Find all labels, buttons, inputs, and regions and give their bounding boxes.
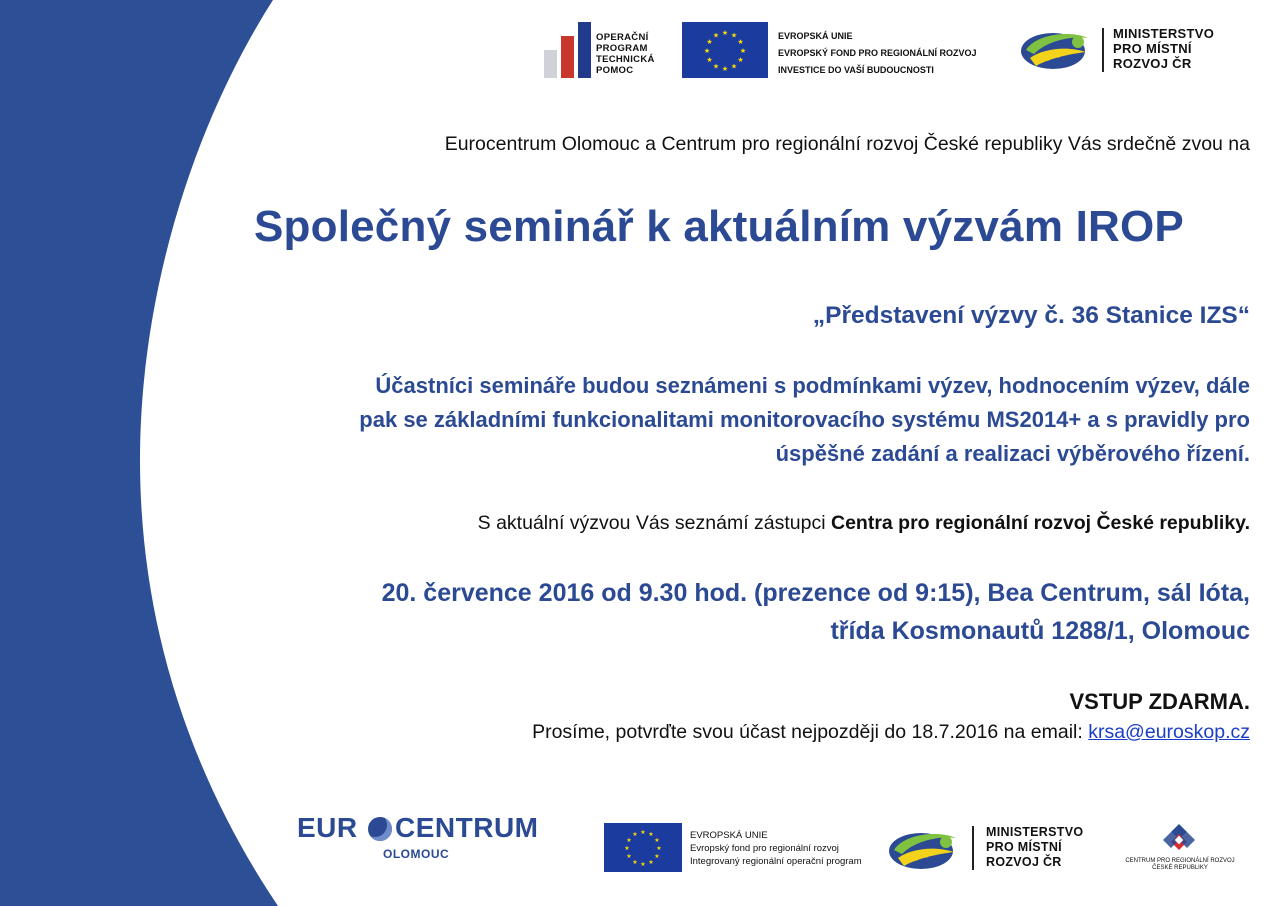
email-link[interactable]: krsa@euroskop.cz <box>1088 721 1250 743</box>
eu-footer-line: Evropský fond pro regionální rozvoj <box>690 843 839 854</box>
optp-line: OPERAČNÍ <box>596 32 649 43</box>
date-venue <box>382 574 1250 650</box>
svg-text:★: ★ <box>703 47 711 55</box>
svg-text:★: ★ <box>626 837 632 844</box>
eu-footer-line: EVROPSKÁ UNIE <box>690 830 768 841</box>
presenters-line <box>478 512 1250 535</box>
optp-line: TECHNICKÁ <box>596 54 655 65</box>
svg-text:★: ★ <box>632 831 638 838</box>
rsvp-text: Prosíme, potvrďte svou účast nejpozději do 18.7.2016 na email: <box>532 721 1089 743</box>
svg-text:★: ★ <box>712 31 720 40</box>
date-venue-line: 20. července 2016 od 9.30 hod. (prezence od 9:15), Bea Centrum, sál Ióta, <box>381 579 1250 607</box>
mmr-logo-icon <box>1020 28 1092 72</box>
svg-text:★: ★ <box>737 38 744 46</box>
svg-text:★: ★ <box>654 853 660 860</box>
page-title: Společný seminář k aktuálním výzvám IROP <box>254 202 1184 251</box>
divider <box>1102 28 1104 72</box>
crr-logo-icon <box>1159 822 1199 856</box>
svg-text:★: ★ <box>706 56 713 64</box>
svg-text:★: ★ <box>721 29 729 37</box>
optp-line: PROGRAM <box>596 43 648 54</box>
eu-text-line: INVESTICE DO VAŠÍ BUDOUCNOSTI <box>778 65 934 75</box>
eurocentrum-right: CENTRUM <box>395 812 539 843</box>
svg-text:★: ★ <box>906 852 911 858</box>
svg-text:★: ★ <box>924 854 929 860</box>
description-line: pak se základními funkcionalitami monitorovacího systému MS2014+ a s pravidly pro <box>359 407 1250 432</box>
globe-icon <box>368 817 392 841</box>
description <box>359 369 1250 471</box>
svg-text:★: ★ <box>739 47 747 55</box>
admission-free: VSTUP ZDARMA. <box>1069 689 1250 714</box>
divider <box>972 826 974 870</box>
mmr-text-line: PRO MÍSTNÍ <box>1113 41 1192 56</box>
eurocentrum-sub: OLOMOUC <box>383 847 450 861</box>
presenters-org: Centra pro regionální rozvoj České republiky. <box>831 512 1250 534</box>
svg-text:★: ★ <box>632 859 638 866</box>
svg-text:★: ★ <box>626 853 632 860</box>
svg-text:★: ★ <box>1038 52 1043 58</box>
address-line: třída Kosmonautů 1288/1, Olomouc <box>830 617 1250 645</box>
optp-line: POMOC <box>596 65 634 76</box>
rsvp-line <box>532 721 1250 744</box>
mmr-footer-line: PRO MÍSTNÍ <box>986 840 1062 854</box>
crr-line: ČESKÉ REPUBLIKY <box>1152 865 1208 871</box>
description-line: úspěšné zadání a realizaci výběrového řízení. <box>775 441 1250 466</box>
subtitle: „Představení výzvy č. 36 Stanice IZS“ <box>812 302 1250 329</box>
svg-text:★: ★ <box>737 56 744 64</box>
mmr-footer-line: MINISTERSTVO <box>986 825 1084 839</box>
svg-text:★: ★ <box>624 845 630 852</box>
mmr-footer-line: ROZVOJ ČR <box>986 855 1062 869</box>
eurocentrum-logo <box>297 812 557 864</box>
eu-footer-line: Integrovaný regionální operační program <box>690 856 862 867</box>
presenters-prefix: S aktuální výzvou Vás seznámí zástupci <box>477 512 831 534</box>
svg-text:★: ★ <box>706 38 713 46</box>
svg-text:★: ★ <box>730 31 738 40</box>
svg-text:★: ★ <box>654 837 660 844</box>
svg-text:★: ★ <box>640 861 646 868</box>
svg-text:★: ★ <box>640 829 646 836</box>
eu-flag-icon <box>604 823 682 872</box>
svg-text:★: ★ <box>1056 54 1061 60</box>
eurocentrum-left: EUR <box>297 812 358 843</box>
mmr-text-line: MINISTERSTVO <box>1113 26 1215 41</box>
svg-text:★: ★ <box>730 62 738 71</box>
svg-text:★: ★ <box>656 845 662 852</box>
eu-flag-icon <box>682 22 768 78</box>
optp-logo <box>544 22 664 78</box>
eu-text-line: EVROPSKÁ UNIE <box>778 31 853 41</box>
mmr-text-line: ROZVOJ ČR <box>1113 56 1192 71</box>
svg-text:★: ★ <box>712 62 720 71</box>
svg-text:★: ★ <box>721 65 729 73</box>
crr-line: CENTRUM PRO REGIONÁLNÍ ROZVOJ <box>1125 858 1235 864</box>
optp-bars-icon <box>544 22 594 78</box>
mmr-logo-icon <box>888 828 960 872</box>
description-line: Účastníci semináře budou seznámeni s podmínkami výzev, hodnocením výzev, dále <box>375 373 1250 398</box>
invitation-line: Eurocentrum Olomouc a Centrum pro regionální rozvoj České republiky Vás srdečně zvou na <box>444 133 1250 155</box>
svg-text:★: ★ <box>648 831 654 838</box>
svg-text:★: ★ <box>648 859 654 866</box>
svg-text:★: ★ <box>1046 57 1051 63</box>
svg-text:★: ★ <box>914 857 919 863</box>
eu-text-line: EVROPSKÝ FOND PRO REGIONÁLNÍ ROZVOJ <box>778 48 977 58</box>
